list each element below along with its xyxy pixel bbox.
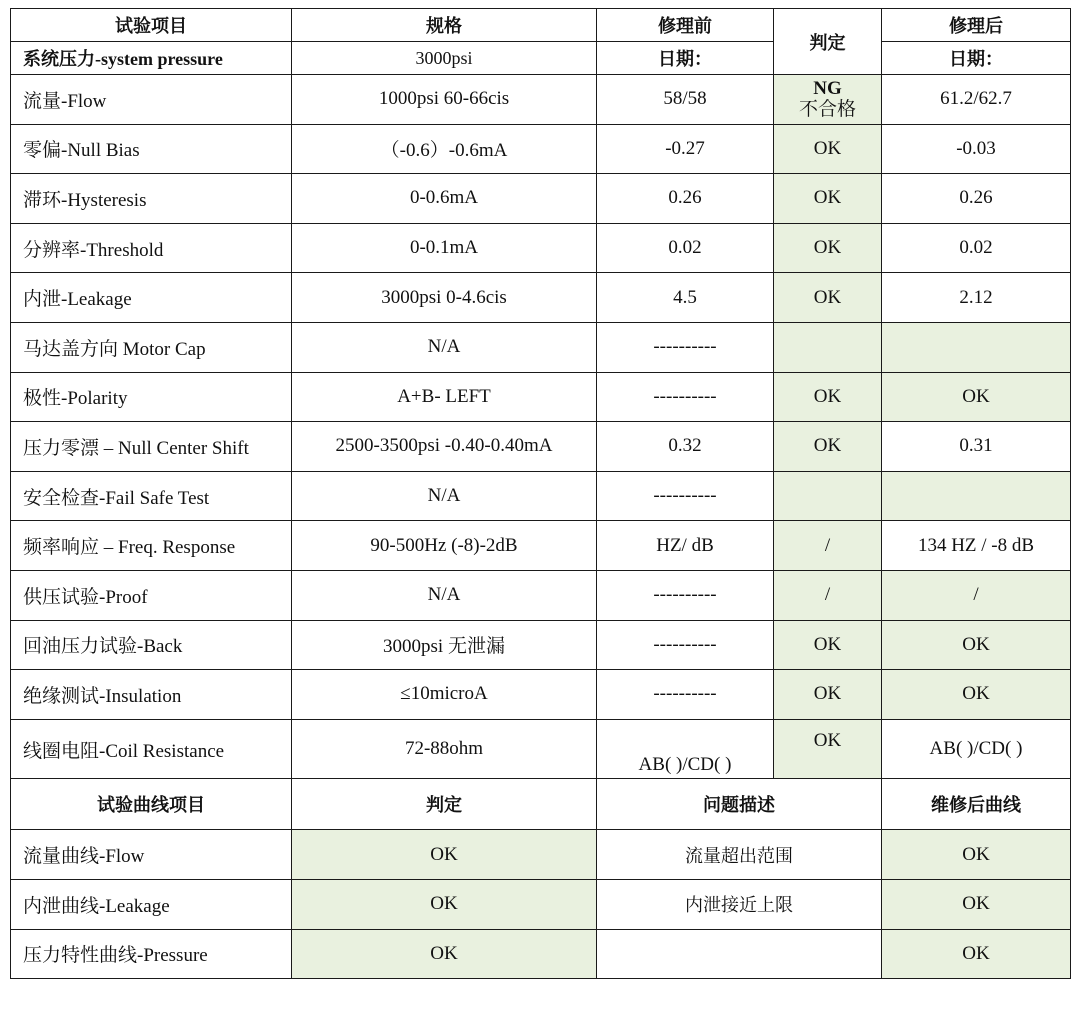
row-item: 供压试验-Proof (11, 570, 292, 620)
header-item: 试验项目 (11, 9, 292, 42)
row-before: AB( )/CD( ) (597, 719, 774, 779)
curve-header-after: 维修后曲线 (882, 779, 1071, 830)
after-date-label: 日期： (882, 42, 1071, 75)
curve-row (11, 879, 1071, 929)
row-item: 滞环-Hysteresis (11, 174, 292, 224)
row-spec: ≤10microA (292, 670, 597, 720)
curve-after: OK (882, 830, 1071, 880)
row-spec: 3000psi 0-4.6cis (292, 273, 597, 323)
curve-judge: OK (292, 830, 597, 880)
table-row (11, 422, 1071, 472)
row-judge: OK (774, 174, 882, 224)
table-row (11, 322, 1071, 372)
curve-row (11, 830, 1071, 880)
row-spec: 90-500Hz (-8)-2dB (292, 521, 597, 571)
curve-after: OK (882, 879, 1071, 929)
curve-header-row (11, 779, 1071, 830)
curve-header-judge: 判定 (292, 779, 597, 830)
row-after: -0.03 (882, 124, 1071, 174)
row-judge: OK (774, 620, 882, 670)
row-before: ---------- (597, 570, 774, 620)
curve-item: 流量曲线-Flow (11, 830, 292, 880)
table-row (11, 670, 1071, 720)
header-spec: 规格 (292, 9, 597, 42)
table-row (11, 719, 1071, 779)
table-row (11, 223, 1071, 273)
row-before: ---------- (597, 322, 774, 372)
row-item: 马达盖方向 Motor Cap (11, 322, 292, 372)
row-spec: 72-88ohm (292, 719, 597, 779)
curve-item: 压力特性曲线-Pressure (11, 929, 292, 979)
curve-header-desc: 问题描述 (597, 779, 882, 830)
row-item: 安全检查-Fail Safe Test (11, 471, 292, 521)
row-judge (774, 471, 882, 521)
table-row (11, 521, 1071, 571)
header-row (11, 9, 1071, 42)
row-before: 0.32 (597, 422, 774, 472)
row-judge: OK (774, 719, 882, 779)
test-report-table (10, 8, 1071, 979)
row-item: 内泄-Leakage (11, 273, 292, 323)
curve-row (11, 929, 1071, 979)
row-after (882, 322, 1071, 372)
row-item: 线圈电阻-Coil Resistance (11, 719, 292, 779)
row-after (882, 471, 1071, 521)
curve-judge: OK (292, 879, 597, 929)
row-spec: N/A (292, 322, 597, 372)
table-row (11, 75, 1071, 125)
row-judge: / (774, 570, 882, 620)
row-item: 分辨率-Threshold (11, 223, 292, 273)
row-after: AB( )/CD( ) (882, 719, 1071, 779)
row-before: 58/58 (597, 75, 774, 125)
row-after: 0.26 (882, 174, 1071, 224)
row-before: HZ/ dB (597, 521, 774, 571)
pressure-item: 系统压力-system pressure (11, 42, 292, 75)
row-before: 4.5 (597, 273, 774, 323)
row-after: OK (882, 620, 1071, 670)
row-after: 0.02 (882, 223, 1071, 273)
row-after: OK (882, 670, 1071, 720)
row-judge-ng (774, 75, 882, 125)
table-row (11, 174, 1071, 224)
row-after: 134 HZ / -8 dB (882, 521, 1071, 571)
row-spec: 3000psi 无泄漏 (292, 620, 597, 670)
table-row (11, 620, 1071, 670)
curve-desc: 流量超出范围 (597, 830, 882, 880)
row-item: 极性-Polarity (11, 372, 292, 422)
row-judge: OK (774, 422, 882, 472)
row-item: 回油压力试验-Back (11, 620, 292, 670)
row-spec: 2500-3500psi -0.40-0.40mA (292, 422, 597, 472)
row-before: ---------- (597, 471, 774, 521)
table-row (11, 124, 1071, 174)
curve-header-item: 试验曲线项目 (11, 779, 292, 830)
row-judge: OK (774, 670, 882, 720)
header-judge: 判定 (774, 9, 882, 75)
row-item: 流量-Flow (11, 75, 292, 125)
table-row (11, 372, 1071, 422)
row-judge: OK (774, 273, 882, 323)
curve-after: OK (882, 929, 1071, 979)
curve-item: 内泄曲线-Leakage (11, 879, 292, 929)
row-before: ---------- (597, 620, 774, 670)
row-spec: N/A (292, 570, 597, 620)
curve-judge: OK (292, 929, 597, 979)
row-after: 61.2/62.7 (882, 75, 1071, 125)
row-judge: / (774, 521, 882, 571)
row-spec: N/A (292, 471, 597, 521)
row-before: ---------- (597, 670, 774, 720)
row-spec: （-0.6）-0.6mA (292, 124, 597, 174)
row-spec: 0-0.1mA (292, 223, 597, 273)
table-row (11, 570, 1071, 620)
pressure-spec: 3000psi (292, 42, 597, 75)
row-item: 压力零漂 – Null Center Shift (11, 422, 292, 472)
header-after: 修理后 (882, 9, 1071, 42)
table-row (11, 471, 1071, 521)
row-before: ---------- (597, 372, 774, 422)
before-date-label: 日期： (597, 42, 774, 75)
row-item: 零偏-Null Bias (11, 124, 292, 174)
row-after: 2.12 (882, 273, 1071, 323)
row-judge (774, 322, 882, 372)
row-judge: OK (774, 372, 882, 422)
row-after: 0.31 (882, 422, 1071, 472)
row-before: 0.02 (597, 223, 774, 273)
judge-ng-cn-label: 不合格 (798, 98, 856, 121)
pressure-row (11, 42, 1071, 75)
table-row (11, 273, 1071, 323)
row-spec: 0-0.6mA (292, 174, 597, 224)
curve-desc: 内泄接近上限 (597, 879, 882, 929)
row-after: OK (882, 372, 1071, 422)
row-after: / (882, 570, 1071, 620)
row-spec: A+B- LEFT (292, 372, 597, 422)
curve-desc (597, 929, 882, 979)
row-item: 绝缘测试-Insulation (11, 670, 292, 720)
row-before: -0.27 (597, 124, 774, 174)
row-item: 频率响应 – Freq. Response (11, 521, 292, 571)
row-before: 0.26 (597, 174, 774, 224)
header-before: 修理前 (597, 9, 774, 42)
row-judge: OK (774, 223, 882, 273)
row-judge: OK (774, 124, 882, 174)
row-spec: 1000psi 60-66cis (292, 75, 597, 125)
judge-ng-label: NG (813, 78, 842, 100)
